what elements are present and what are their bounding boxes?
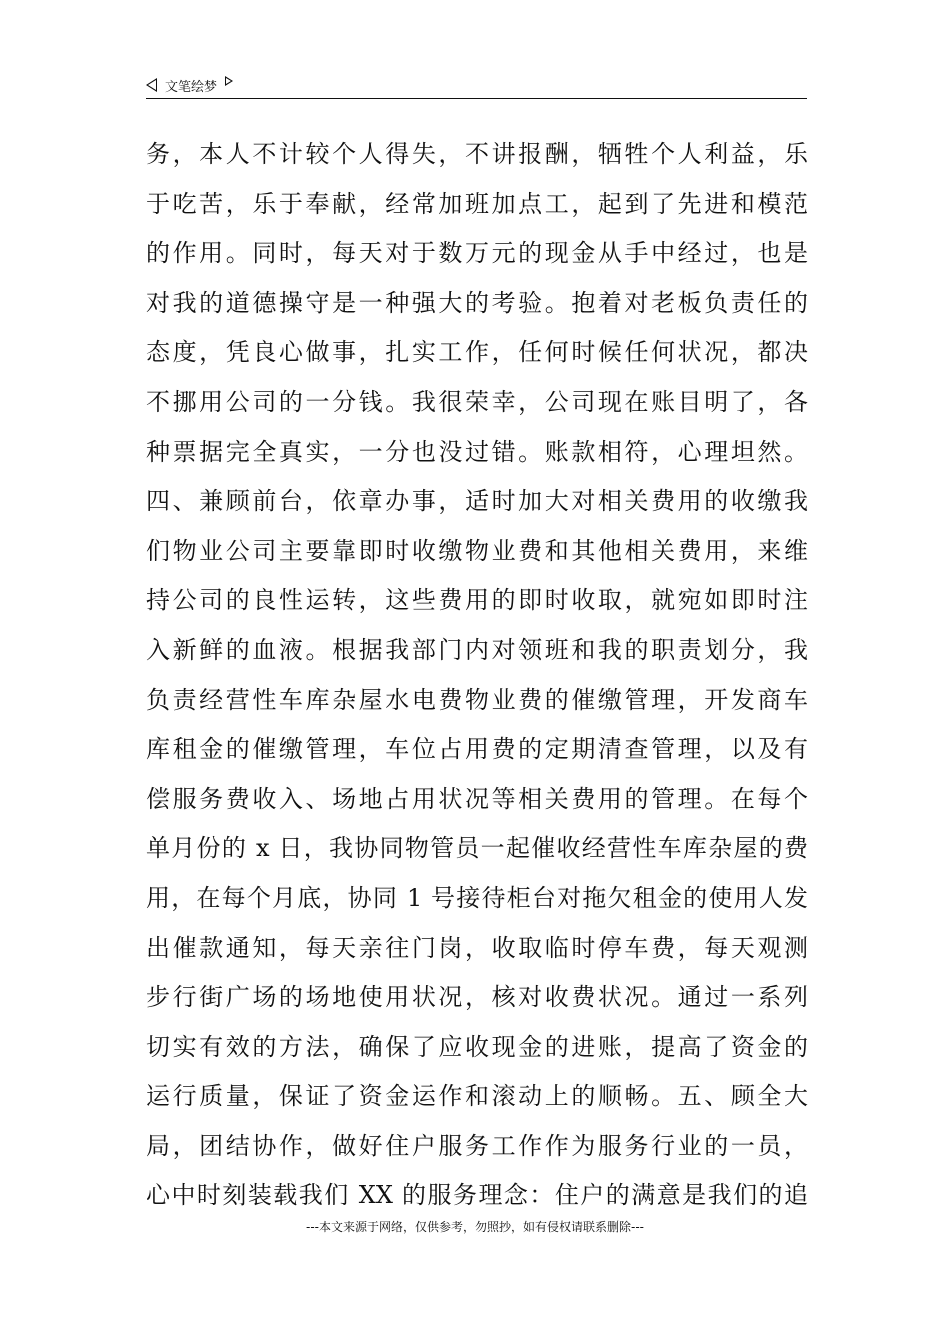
text-line: 切实有效的方法，确保了应收现金的进账，提高了资金的 [146, 1032, 808, 1061]
source-disclaimer: ---本文来源于网络，仅供参考，勿照抄，如有侵权请联系删除--- [306, 1220, 644, 1234]
text-line: 出催款通知，每天亲往门岗，收取临时停车费，每天观测 [146, 933, 808, 962]
text-line: 对我的道德操守是一种强大的考验。抱着对老板负责任的 [146, 288, 808, 317]
text-line: 的作用。同时，每天对于数万元的现金从手中经过，也是 [146, 239, 808, 268]
text-line: 种票据完全真实，一分也没过错。账款相符，心理坦然。 [146, 437, 808, 466]
text-line: 步行街广场的场地使用状况，核对收费状况。通过一系列 [146, 983, 808, 1012]
text-line: 于吃苦，乐于奉献，经常加班加点工，起到了先进和模范 [146, 189, 808, 218]
header-divider [146, 98, 807, 99]
text-line: 负责经营性车库杂屋水电费物业费的催缴管理，开发商车 [146, 685, 808, 714]
text-line: 库租金的催缴管理，车位占用费的定期清查管理，以及有 [146, 735, 808, 764]
triangle-left-icon [146, 78, 157, 92]
text-line: 偿服务费收入、场地占用状况等相关费用的管理。在每个 [146, 784, 808, 813]
text-line: 不挪用公司的一分钱。我很荣幸，公司现在账目明了，各 [146, 387, 808, 416]
text-line: 单月份的 x 日，我协同物管员一起催收经营性车库杂屋的费 [146, 834, 808, 863]
text-line: 务，本人不计较个人得失，不讲报酬，牺牲个人利益，乐 [146, 140, 808, 168]
text-line: 入新鲜的血液。根据我部门内对领班和我的职责划分，我 [146, 635, 808, 664]
text-line: 运行质量，保证了资金运作和滚动上的顺畅。五、顾全大 [146, 1082, 808, 1111]
text-line: 们物业公司主要靠即时收缴物业费和其他相关费用，来维 [146, 536, 808, 565]
text-line: 心中时刻装载我们 XX 的服务理念：住户的满意是我们的追 [146, 1181, 808, 1210]
text-line: 四、兼顾前台，依章办事，适时加大对相关费用的收缴我 [146, 487, 808, 516]
document-body [146, 130, 808, 1221]
page-header [146, 72, 806, 98]
triangle-right-icon [225, 76, 233, 86]
text-line: 用，在每个月底，协同 1 号接待柜台对拖欠租金的使用人发 [146, 883, 808, 912]
header-title: 文笔绘梦 [165, 79, 218, 95]
text-line: 局，团结协作，做好住户服务工作作为服务行业的一员， [146, 1131, 808, 1160]
text-line: 持公司的良性运转，这些费用的即时收取，就宛如即时注 [146, 586, 808, 615]
text-line: 态度，凭良心做事，扎实工作，任何时候任何状况，都决 [146, 338, 808, 367]
